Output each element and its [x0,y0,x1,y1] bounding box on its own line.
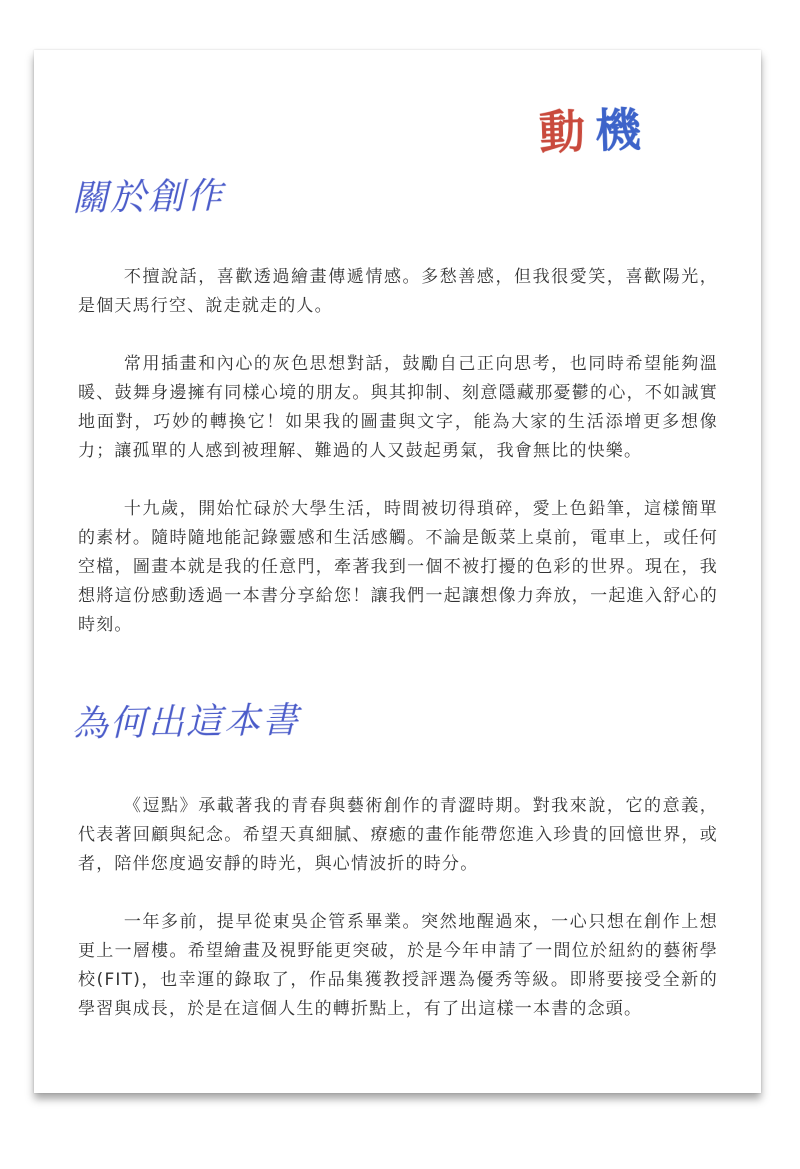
document-page [34,50,761,1093]
page-title-char-1: 動 [538,104,596,160]
paragraph: 一年多前，提早從東吳企管系畢業。突然地醒過來，一心只想在創作上想更上一層樓。希望繪畫及視野能更突破，於是今年申請了一間位於紐約的藝術學校(FIT)，也幸運的錄取了，作品集獲教授評選為優秀等級。即將要接受全新的學習與成長，於是在這個人生的轉折點上，有了出這樣一本書的念頭。 [78,912,718,1019]
paragraph: 十九歲，開始忙碌於大學生活，時間被切得瑣碎，愛上色鉛筆，這樣簡單的素材。隨時隨地能記錄靈感和生活感觸。不論是飯菜上桌前，電車上，或任何空檔，圖畫本就是我的任意門，牽著我到一個不被打擾的色彩的世界。現在，我想將這份感動透過一本書分享給您！讓我們一起讓想像力奔放，一起進入舒心的時刻。 [78,499,718,635]
page-title [538,102,652,160]
paragraph: 常用插畫和內心的灰色思想對話，鼓勵自己正向思考，也同時希望能夠溫暖、鼓舞身邊擁有同樣心境的朋友。與其抑制、刻意隱藏那憂鬱的心，不如誠實地面對，巧妙的轉換它！如果我的圖畫與文字，能為大家的生活添增更多想像力；讓孤單的人感到被理解、難過的人又鼓起勇氣，我會無比的快樂。 [78,354,718,461]
section-heading-about-creation: 關於創作 [71,175,225,220]
paragraph: 不擅說話，喜歡透過繪畫傳遞情感。多愁善感，但我很愛笑，喜歡陽光，是個天馬行空、說走就走的人。 [78,267,718,316]
section-heading-why-this-book: 為何出這本書 [71,700,301,745]
section-body-why-this-book [78,792,718,1053]
paragraph: 《逗點》承載著我的青春與藝術創作的青澀時期。對我來說，它的意義，代表著回顧與紀念。希望天真細膩、療癒的畫作能帶您進入珍貴的回憶世界，或者，陪伴您度過安靜的時光，與心情波折的時分。 [78,796,718,874]
page-title-char-2: 機 [594,102,652,158]
section-body-about-creation [78,263,718,669]
